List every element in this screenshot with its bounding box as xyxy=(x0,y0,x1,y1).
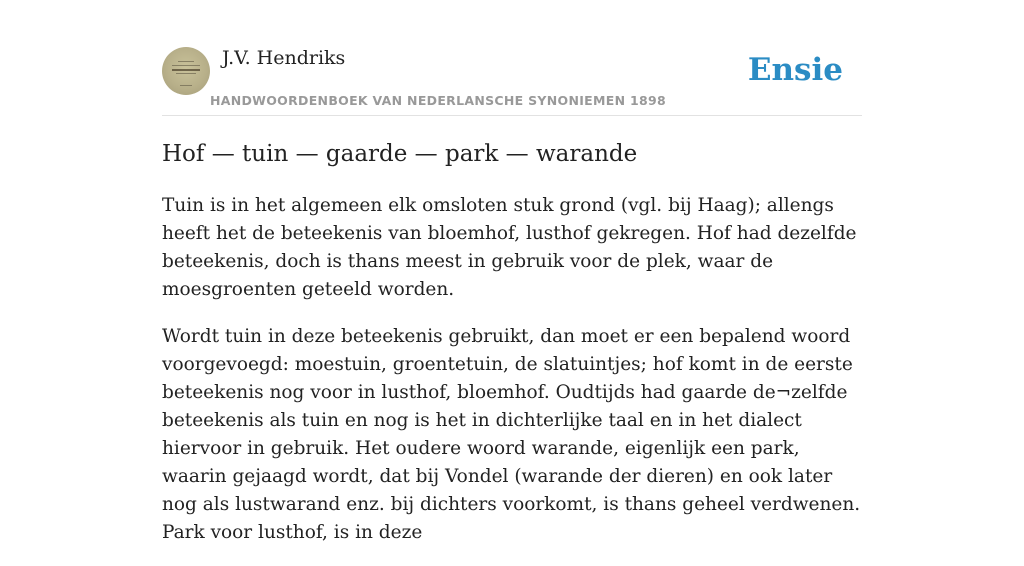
article-body xyxy=(162,192,862,566)
avatar-line xyxy=(178,61,194,62)
site-logo[interactable]: Ensie xyxy=(747,52,843,88)
paragraph: Tuin is in het algemeen elk omsloten stuk grond (vgl. bij Haag); allengs heeft het de beteekenis van bloemhof, lusthof gekregen. Hof had dezelfde beteekenis, doch is thans meest in gebruik voor de plek, waar de moesgroenten geteeld worden. xyxy=(162,195,857,300)
header-divider xyxy=(162,115,862,116)
article-title: Hof — tuin — gaarde — park — warande xyxy=(162,141,638,167)
avatar-line xyxy=(172,69,200,71)
avatar-line xyxy=(180,85,192,86)
paragraph: Wordt tuin in deze beteekenis gebruikt, dan moet er een bepalend woord voorgevoegd: moestuin, groentetuin, de slatuintjes; hof komt in de eerste beteekenis nog voor in lusthof, bloemhof. Oudtijds had gaarde de¬zelfde beteekenis als tuin en nog is het in dichterlijke taal en in het dialect hiervoor in gebruik. Het oudere woord warande, eigenlijk een park, waarin gejaagd wordt, dat bij Vondel (warande der dieren) en ook later nog als lustwarand enz. bij dichters voorkomt, is thans geheel verdwenen. Park voor lusthof, is in deze xyxy=(162,326,861,543)
avatar[interactable] xyxy=(162,47,210,95)
author-name[interactable]: J.V. Hendriks xyxy=(222,47,346,69)
avatar-line xyxy=(176,73,196,74)
avatar-line xyxy=(172,65,200,66)
source-title[interactable]: HANDWOORDENBOEK VAN NEDERLANSCHE SYNONIEMEN 1898 xyxy=(210,93,667,108)
